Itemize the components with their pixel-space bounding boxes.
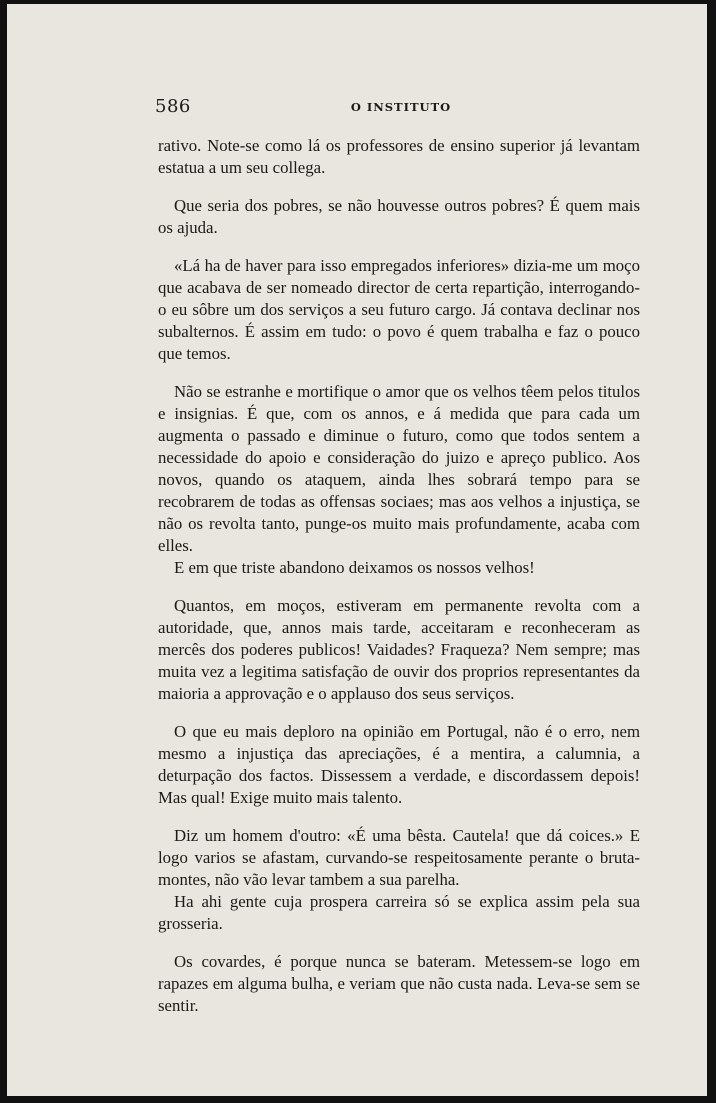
page-number: 586 [155, 96, 191, 117]
paragraph-8: Diz um homem d'outro: «É uma bêsta. Cautela! que dá coices.» E logo varios se afastam, curvando-se respeitosamente perante o bruta-montes, não vão levar tambem a sua parelha. [158, 826, 640, 889]
paragraph-7: O que eu mais deploro na opinião em Portugal, não é o erro, nem mesmo a injustiça das apreciações, é a mentira, a calumnia, a deturpação dos factos. Dissessem a verdade, e discordassem depois! Mas qual! Exige muito mais talento. [158, 722, 640, 807]
paragraph-1: rativo. Note-se como lá os professores de ensino superior já levantam estatua a um seu collega. [158, 136, 640, 177]
running-title: O INSTITUTO [350, 100, 452, 114]
paragraph-10: Os covardes, é porque nunca se bateram. Metessem-se logo em rapazes em alguma bulha, e veriam que não custa nada. Leva-se sem se sentir. [158, 952, 640, 1015]
page-header [155, 96, 647, 120]
paragraph-2: Que seria dos pobres, se não houvesse outros pobres? É quem mais os ajuda. [158, 196, 640, 237]
paragraph-3: «Lá ha de haver para isso empregados inferiores» dizia-me um moço que acabava de ser nomeado director de certa repartição, interrogando-o eu sôbre um dos serviços a seu futuro cargo. Já contava declinar nos subalternos. É assim em tudo: o povo é quem trabalha e faz o pouco que temos. [158, 256, 640, 363]
paragraph-4: Não se estranhe e mortifique o amor que os velhos têem pelos titulos e insignias. É que, com os annos, e á medida que para cada um augmenta o passado e diminue o futuro, como que todos sentem a necessidade do apoio e consideração do juizo e apreço publico. Aos novos, quando os ataquem, ainda lhes sobrará tempo para se recobrarem de todas as offensas sociaes; mas aos velhos a injustiça, se não os revolta tanto, punge-os muito mais profundamente, acaba com elles. [158, 382, 640, 555]
paragraph-9: Ha ahi gente cuja prospera carreira só se explica assim pela sua grosseria. [158, 892, 640, 933]
paragraph-5: E em que triste abandono deixamos os nossos velhos! [174, 558, 535, 577]
paragraph-6: Quantos, em moços, estiveram em permanente revolta com a autoridade, que, annos mais tarde, acceitaram e reconheceram as mercês dos poderes publicos! Vaidades? Fraqueza? Nem sempre; mas muita vez a legitima satisfação de ouvir dos proprios representantes da maioria a approvação e o applauso dos seus serviços. [158, 596, 640, 703]
body-text [158, 135, 640, 1033]
